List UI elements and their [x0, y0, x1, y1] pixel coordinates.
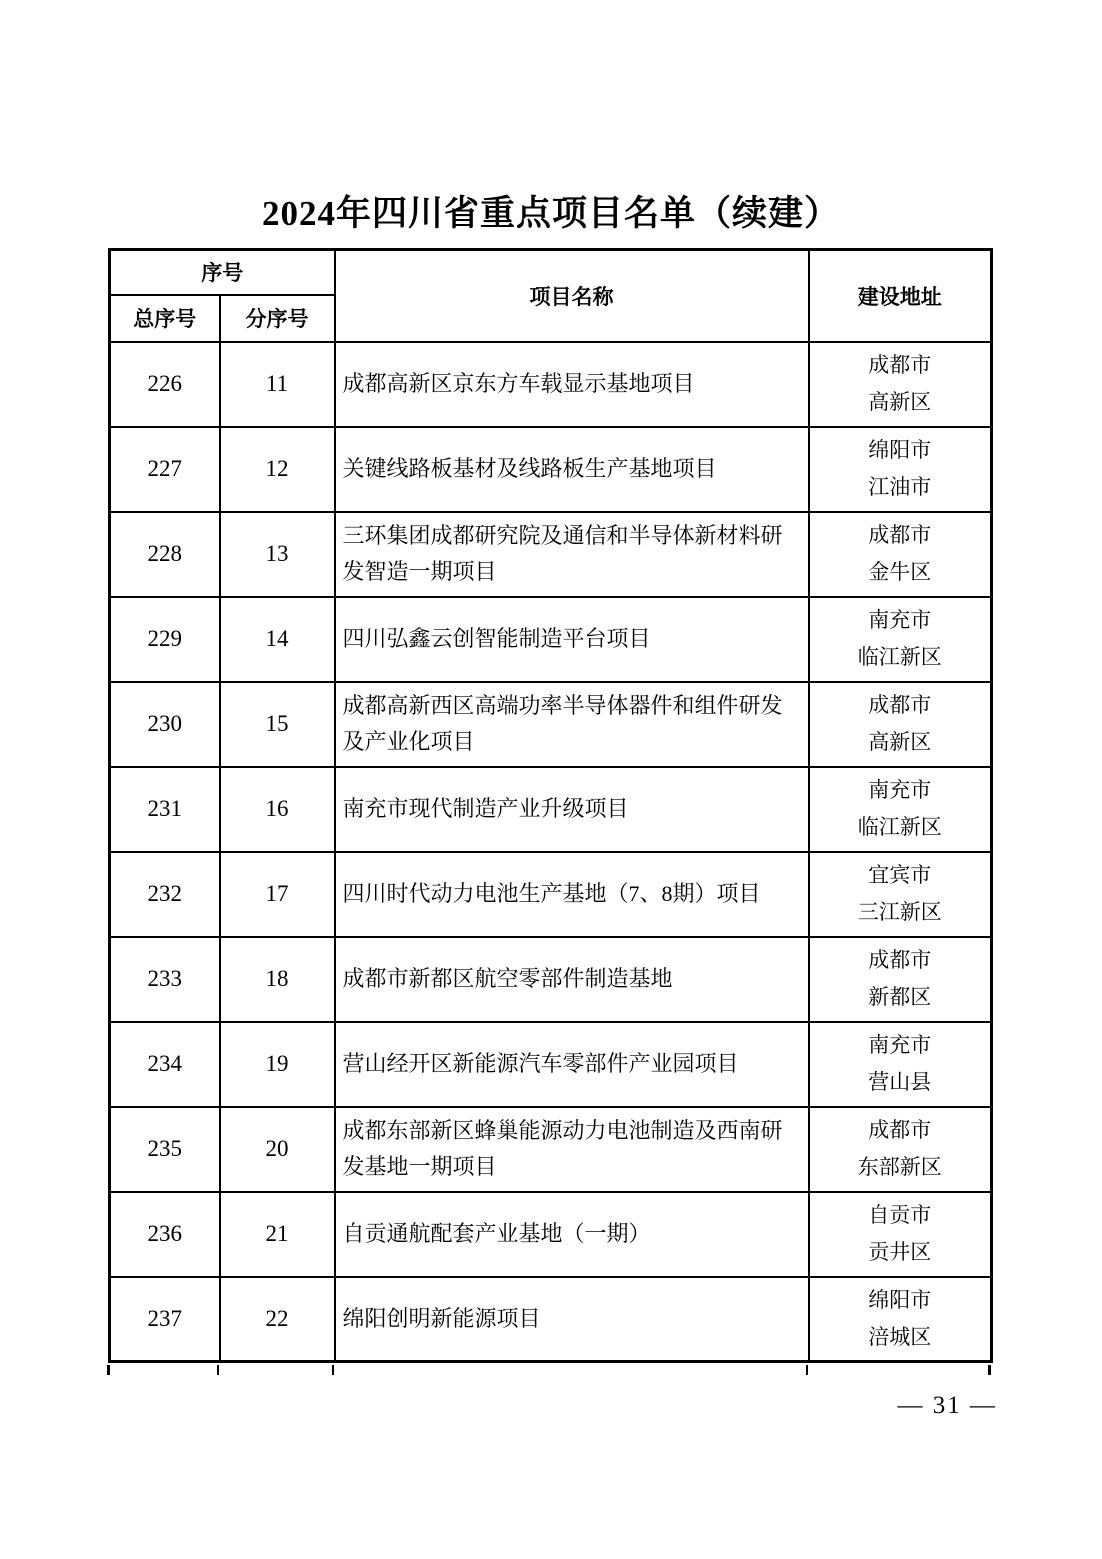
total-serial-cell: 236: [110, 1192, 220, 1277]
sub-serial-cell: 12: [220, 427, 335, 512]
total-serial-cell: 229: [110, 597, 220, 682]
total-serial-cell: 227: [110, 427, 220, 512]
location-line-1: 自贡市: [868, 1203, 932, 1227]
project-name-cell: 四川时代动力电池生产基地（7、8期）项目: [335, 852, 809, 937]
table-row: [110, 767, 992, 852]
project-name-cell: 成都高新区京东方车载显示基地项目: [335, 342, 809, 427]
table-border-stub: [988, 1365, 991, 1375]
table-border-stub: [806, 1365, 808, 1375]
project-name-cell: 绵阳创明新能源项目: [335, 1277, 809, 1362]
project-name-cell: 南充市现代制造产业升级项目: [335, 767, 809, 852]
next-page-row-stubs: [0, 1365, 1102, 1375]
header-serial-group: 序号: [110, 250, 335, 295]
location-cell: [809, 597, 992, 682]
sub-serial-cell: 21: [220, 1192, 335, 1277]
header-total-serial: 总序号: [110, 295, 220, 342]
location-line-1: 南充市: [868, 778, 932, 802]
sub-serial-cell: 20: [220, 1107, 335, 1192]
location-cell: [809, 342, 992, 427]
header-row-1: [110, 250, 992, 295]
project-name-cell: 自贡通航配套产业基地（一期）: [335, 1192, 809, 1277]
location-cell: [809, 1022, 992, 1107]
table-row: [110, 937, 992, 1022]
location-line-2: 金牛区: [868, 560, 932, 584]
location-line-2: 营山县: [868, 1070, 932, 1094]
page-title: 2024年四川省重点项目名单（续建）: [261, 194, 840, 233]
location-line-1: 成都市: [868, 693, 932, 717]
location-line-2: 贡井区: [868, 1240, 932, 1264]
location-line-2: 高新区: [868, 730, 932, 754]
header-location: 建设地址: [809, 250, 992, 342]
total-serial-cell: 234: [110, 1022, 220, 1107]
location-line-2: 涪城区: [868, 1324, 932, 1349]
total-serial-cell: 233: [110, 937, 220, 1022]
location-line-1: 成都市: [868, 1118, 932, 1142]
location-cell: [809, 427, 992, 512]
total-serial-cell: 226: [110, 342, 220, 427]
total-serial-cell: 235: [110, 1107, 220, 1192]
total-serial-cell: 231: [110, 767, 220, 852]
table-border-stub: [332, 1365, 334, 1375]
location-line-1: 宜宾市: [868, 863, 932, 887]
location-line-1: 成都市: [868, 523, 932, 547]
location-line-1: 南充市: [868, 1033, 932, 1057]
total-serial-cell: 232: [110, 852, 220, 937]
header-sub-serial: 分序号: [220, 295, 335, 342]
total-serial-cell: 237: [110, 1277, 220, 1362]
table-row: [110, 1022, 992, 1107]
sub-serial-cell: 11: [220, 342, 335, 427]
location-cell: [809, 512, 992, 597]
project-name-cell: 三环集团成都研究院及通信和半导体新材料研发智造一期项目: [335, 512, 809, 597]
location-line-1: 南充市: [868, 608, 932, 632]
total-serial-cell: 230: [110, 682, 220, 767]
sub-serial-cell: 22: [220, 1277, 335, 1362]
location-line-2: 临江新区: [857, 815, 942, 839]
project-name-cell: 成都市新都区航空零部件制造基地: [335, 937, 809, 1022]
location-line-2: 东部新区: [857, 1155, 942, 1179]
sub-serial-cell: 17: [220, 852, 335, 937]
project-name-cell: 关键线路板基材及线路板生产基地项目: [335, 427, 809, 512]
table-row: [110, 682, 992, 767]
location-line-2: 江油市: [868, 475, 932, 499]
location-cell: [809, 852, 992, 937]
page-number: — 31 —: [897, 1392, 997, 1419]
table-border-stub: [217, 1365, 219, 1375]
project-name-cell: 成都东部新区蜂巢能源动力电池制造及西南研发基地一期项目: [335, 1107, 809, 1192]
table-row: [110, 1277, 992, 1362]
project-name-cell: 营山经开区新能源汽车零部件产业园项目: [335, 1022, 809, 1107]
sub-serial-cell: 13: [220, 512, 335, 597]
location-line-1: 绵阳市: [868, 438, 932, 462]
location-line-1: 成都市: [868, 353, 932, 377]
location-line-2: 高新区: [868, 390, 932, 414]
table-border-stub: [107, 1365, 110, 1375]
header-project-name: 项目名称: [335, 250, 809, 342]
location-line-2: 三江新区: [857, 900, 942, 924]
table-row: [110, 1192, 992, 1277]
location-cell: [809, 767, 992, 852]
table-row: [110, 597, 992, 682]
location-line-1: 绵阳市: [868, 1287, 932, 1312]
sub-serial-cell: 14: [220, 597, 335, 682]
sub-serial-cell: 19: [220, 1022, 335, 1107]
location-cell: [809, 1277, 992, 1362]
table-row: [110, 852, 992, 937]
location-line-1: 成都市: [868, 948, 932, 972]
location-cell: [809, 1192, 992, 1277]
location-cell: [809, 1107, 992, 1192]
location-line-2: 新都区: [868, 985, 932, 1009]
location-line-2: 临江新区: [857, 645, 942, 669]
project-name-cell: 成都高新西区高端功率半导体器件和组件研发及产业化项目: [335, 682, 809, 767]
table-row: [110, 512, 992, 597]
sub-serial-cell: 18: [220, 937, 335, 1022]
sub-serial-cell: 16: [220, 767, 335, 852]
table-row: [110, 1107, 992, 1192]
project-name-cell: 四川弘鑫云创智能制造平台项目: [335, 597, 809, 682]
location-cell: [809, 682, 992, 767]
sub-serial-cell: 15: [220, 682, 335, 767]
location-cell: [809, 937, 992, 1022]
projects-table: [108, 248, 993, 1363]
total-serial-cell: 228: [110, 512, 220, 597]
table-row: [110, 427, 992, 512]
table-row: [110, 342, 992, 427]
